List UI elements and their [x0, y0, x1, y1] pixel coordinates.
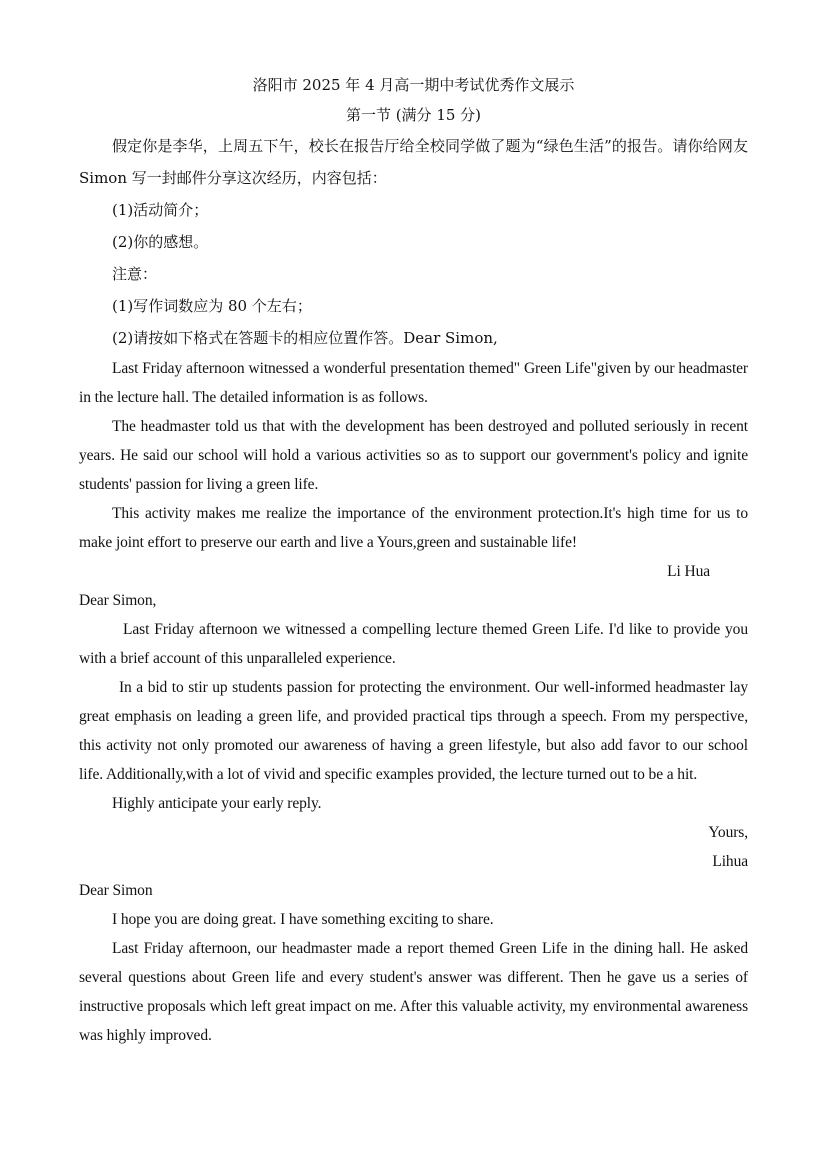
prompt-intro: 假定你是李华，上周五下午，校长在报告厅给全校同学做了题为“绿色生活”的报告。请你给网友 Simon 写一封邮件分享这次经历，内容包括： — [79, 137, 748, 187]
essay2-paragraph-3: Highly anticipate your early reply. — [112, 795, 322, 812]
essay3-paragraph-2: Last Friday afternoon, our headmaster made a report themed Green Life in the dining hall. He asked several questions about Green life and every student's answer was different. Then he gave us a series of instructive proposals which left great impact on me. After this valuable activity, my environmental awareness was highly improved. — [79, 940, 748, 1044]
document-title: 洛阳市 2025 年 4 月高一期中考试优秀作文展示 — [252, 76, 575, 94]
essay3-greeting: Dear Simon — [79, 882, 153, 899]
note-1: (1)写作词数应为 80 个左右； — [112, 297, 312, 315]
essay2-paragraph-2: In a bid to stir up students passion for protecting the environment. Our well-informed headmaster lay great emphasis on leading a green life, and provided practical tips through a speech. From my perspective, this activity not only promoted our awareness of having a green lifestyle, but also add favor to our school life. Additionally,with a lot of vivid and specific examples provided, the lecture turned out to be a hit. — [79, 679, 748, 783]
note-label: 注意： — [112, 265, 158, 283]
essay1-paragraph-2: The headmaster told us that with the development has been destroyed and polluted seriously in recent years. He said our school will hold a various activities so as to support our government's policy and ignite students' passion for living a green life. — [79, 418, 748, 493]
essay2-paragraph-1: Last Friday afternoon we witnessed a compelling lecture themed Green Life. I'd like to provide you with a brief account of this unparalleled experience. — [79, 621, 748, 667]
essay2-signature: Lihua — [712, 853, 748, 870]
essay2-greeting: Dear Simon, — [79, 592, 157, 609]
essay2-closing: Yours, — [708, 824, 748, 841]
prompt-point-1: (1)活动简介； — [112, 201, 209, 219]
section-heading: 第一节 (满分 15 分) — [345, 106, 482, 124]
essay3-paragraph-1: I hope you are doing great. I have something exciting to share. — [112, 911, 494, 928]
essay1-paragraph-1: Last Friday afternoon witnessed a wonderful presentation themed" Green Life"given by our headmaster in the lecture hall. The detailed information is as follows. — [79, 360, 748, 406]
document-page — [79, 70, 748, 1050]
essay1-signature: Li Hua — [667, 563, 710, 580]
essay1-paragraph-3: This activity makes me realize the importance of the environment protection.It's high time for us to make joint effort to preserve our earth and live a Yours,green and sustainable life! — [79, 505, 748, 551]
note-2: (2)请按如下格式在答题卡的相应位置作答。Dear Simon, — [112, 329, 498, 347]
prompt-point-2: (2)你的感想。 — [112, 233, 209, 251]
